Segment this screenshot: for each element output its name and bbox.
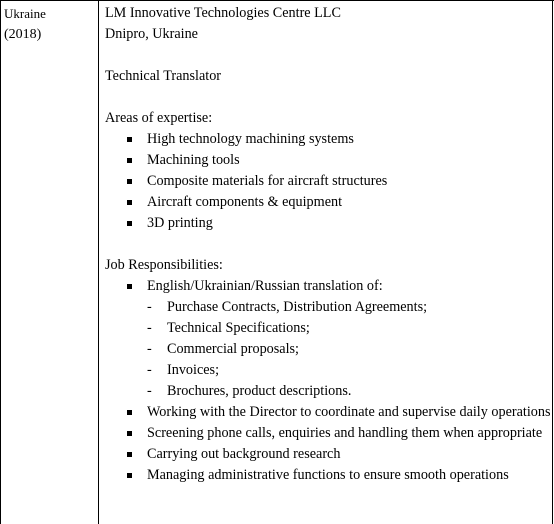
period-country: Ukraine (4, 6, 46, 21)
sublist-item: - Purchase Contracts, Distribution Agreements; (147, 297, 551, 318)
square-bullet-icon (127, 158, 132, 163)
square-bullet-icon (127, 452, 132, 457)
responsibilities-heading: Job Responsibilities: (105, 257, 223, 273)
list-item: Working with the Director to coordinate and supervise daily operations (105, 402, 551, 423)
spacer (105, 234, 551, 255)
table-border-left (0, 1, 1, 524)
square-bullet-icon (127, 431, 132, 436)
company-name: LM Innovative Technologies Centre LLC (105, 5, 341, 21)
period-year: (2018) (4, 27, 42, 42)
list-item: 3D printing (105, 213, 551, 234)
list-item (105, 276, 551, 402)
list-item: Aircraft components & equipment (105, 192, 551, 213)
sublist-item: - Invoices; (147, 360, 551, 381)
spacer (105, 87, 551, 108)
square-bullet-icon (127, 179, 132, 184)
dash-bullet-icon: - (147, 362, 152, 378)
responsibilities-list (105, 276, 551, 486)
table-column-divider (98, 1, 99, 524)
square-bullet-icon (127, 410, 132, 415)
dash-bullet-icon: - (147, 341, 152, 357)
square-bullet-icon (127, 137, 132, 142)
square-bullet-icon (127, 221, 132, 226)
dash-bullet-icon: - (147, 383, 152, 399)
translation-sublist (147, 297, 551, 402)
sublist-item: - Technical Specifications; (147, 318, 551, 339)
company-location: Dnipro, Ukraine (105, 26, 198, 42)
period-cell (4, 3, 94, 45)
sublist-item: - Brochures, product descriptions. (147, 381, 551, 402)
expertise-heading: Areas of expertise: (105, 110, 213, 126)
table-border-right (552, 1, 553, 524)
list-item: Screening phone calls, enquiries and handling them when appropriate (105, 423, 551, 444)
list-item: Carrying out background research (105, 444, 551, 465)
job-details-cell (105, 3, 551, 486)
spacer (105, 45, 551, 66)
job-title: Technical Translator (105, 68, 222, 84)
dash-bullet-icon: - (147, 320, 152, 336)
list-item: Machining tools (105, 150, 551, 171)
square-bullet-icon (127, 284, 132, 289)
sublist-item: - Commercial proposals; (147, 339, 551, 360)
list-item: Managing administrative functions to ensure smooth operations (105, 465, 551, 486)
square-bullet-icon (127, 473, 132, 478)
square-bullet-icon (127, 200, 132, 205)
expertise-list (105, 129, 551, 234)
list-item: High technology machining systems (105, 129, 551, 150)
list-item: Composite materials for aircraft structures (105, 171, 551, 192)
dash-bullet-icon: - (147, 299, 152, 315)
translation-intro: English/Ukrainian/Russian translation of: (147, 278, 383, 294)
